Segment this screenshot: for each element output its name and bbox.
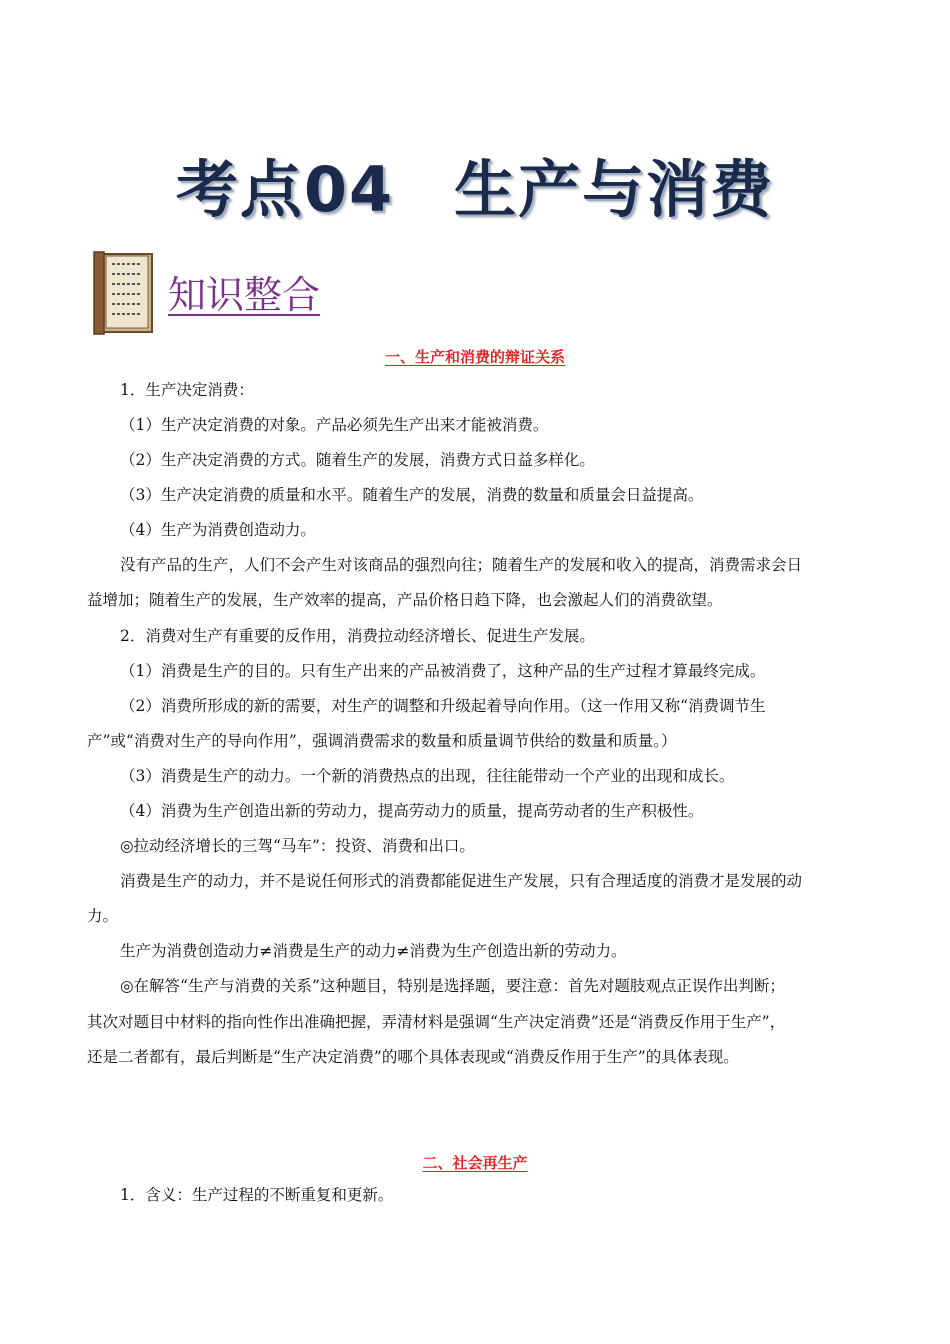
title-part-1: 考点04 [175,153,395,226]
page-title [0,140,950,229]
text-line: 消费是生产的动力，并不是说任何形式的消费都能促进生产发展，只有合理适度的消费才是发展的动 [120,872,803,890]
text-line: （1）消费是生产的目的。只有生产出来的产品被消费了，这种产品的生产过程才算最终完成。 [120,662,766,680]
text-line: （3）消费是生产的动力。一个新的消费热点的出现，往往能带动一个产业的出现和成长。 [120,767,735,785]
text-line: （4）消费为生产创造出新的劳动力，提高劳动力的质量，提高劳动者的生产积极性。 [120,802,704,820]
banner-label: 知识整合 [168,273,321,317]
text-line: （2）生产决定消费的方式。随着生产的发展，消费方式日益多样化。 [120,451,595,469]
text-line: ◎拉动经济增长的三驾“马车”：投资、消费和出口。 [120,837,475,855]
text-line: 其次对题目中材料的指向性作出准确把握，弄清材料是强调“生产决定消费”还是“消费反作用于生产”， [87,1013,786,1031]
text-line: 生产为消费创造动力≠消费是生产的动力≠消费为生产创造出新的劳动力。 [120,942,627,960]
text-line: （2）消费所形成的新的需要，对生产的调整和升级起着导向作用。（这一作用又称“消费调节生 [120,697,766,715]
text-line: （1）生产决定消费的对象。产品必须先生产出来才能被消费。 [120,416,549,434]
text-line: 还是二者都有，最后判断是“生产决定消费”的哪个具体表现或“消费反作用于生产”的具体表现。 [87,1048,739,1066]
book-icon [92,248,158,336]
knowledge-banner [92,248,332,338]
text-line: 没有产品的生产，人们不会产生对该商品的强烈向往；随着生产的发展和收入的提高，消费需求会日 [120,556,803,574]
text-line: ◎在解答“生产与消费的关系”这种题目，特别是选择题，要注意：首先对题肢观点正误作出判断； [120,977,785,995]
text-line: 2．消费对生产有重要的反作用，消费拉动经济增长、促进生产发展。 [120,627,595,645]
text-line: 1．生产决定消费： [120,381,254,399]
text-line: 益增加；随着生产的发展，生产效率的提高，产品价格日趋下降，也会激起人们的消费欲望。 [87,591,723,609]
text-line: 力。 [87,907,119,925]
text-line: （3）生产决定消费的质量和水平。随着生产的发展，消费的数量和质量会日益提高。 [120,486,704,504]
text-line: 产”或“消费对生产的导向作用”，强调消费需求的数量和质量调节供给的数量和质量。） [87,732,677,750]
section-heading: 一、生产和消费的辩证关系 [384,348,565,366]
section-heading: 二、社会再生产 [422,1154,528,1172]
text-line: 1．含义：生产过程的不断重复和更新。 [120,1186,394,1204]
text-line: （4）生产为消费创造动力。 [120,521,316,539]
title-part-2: 生产与消费 [454,153,775,226]
